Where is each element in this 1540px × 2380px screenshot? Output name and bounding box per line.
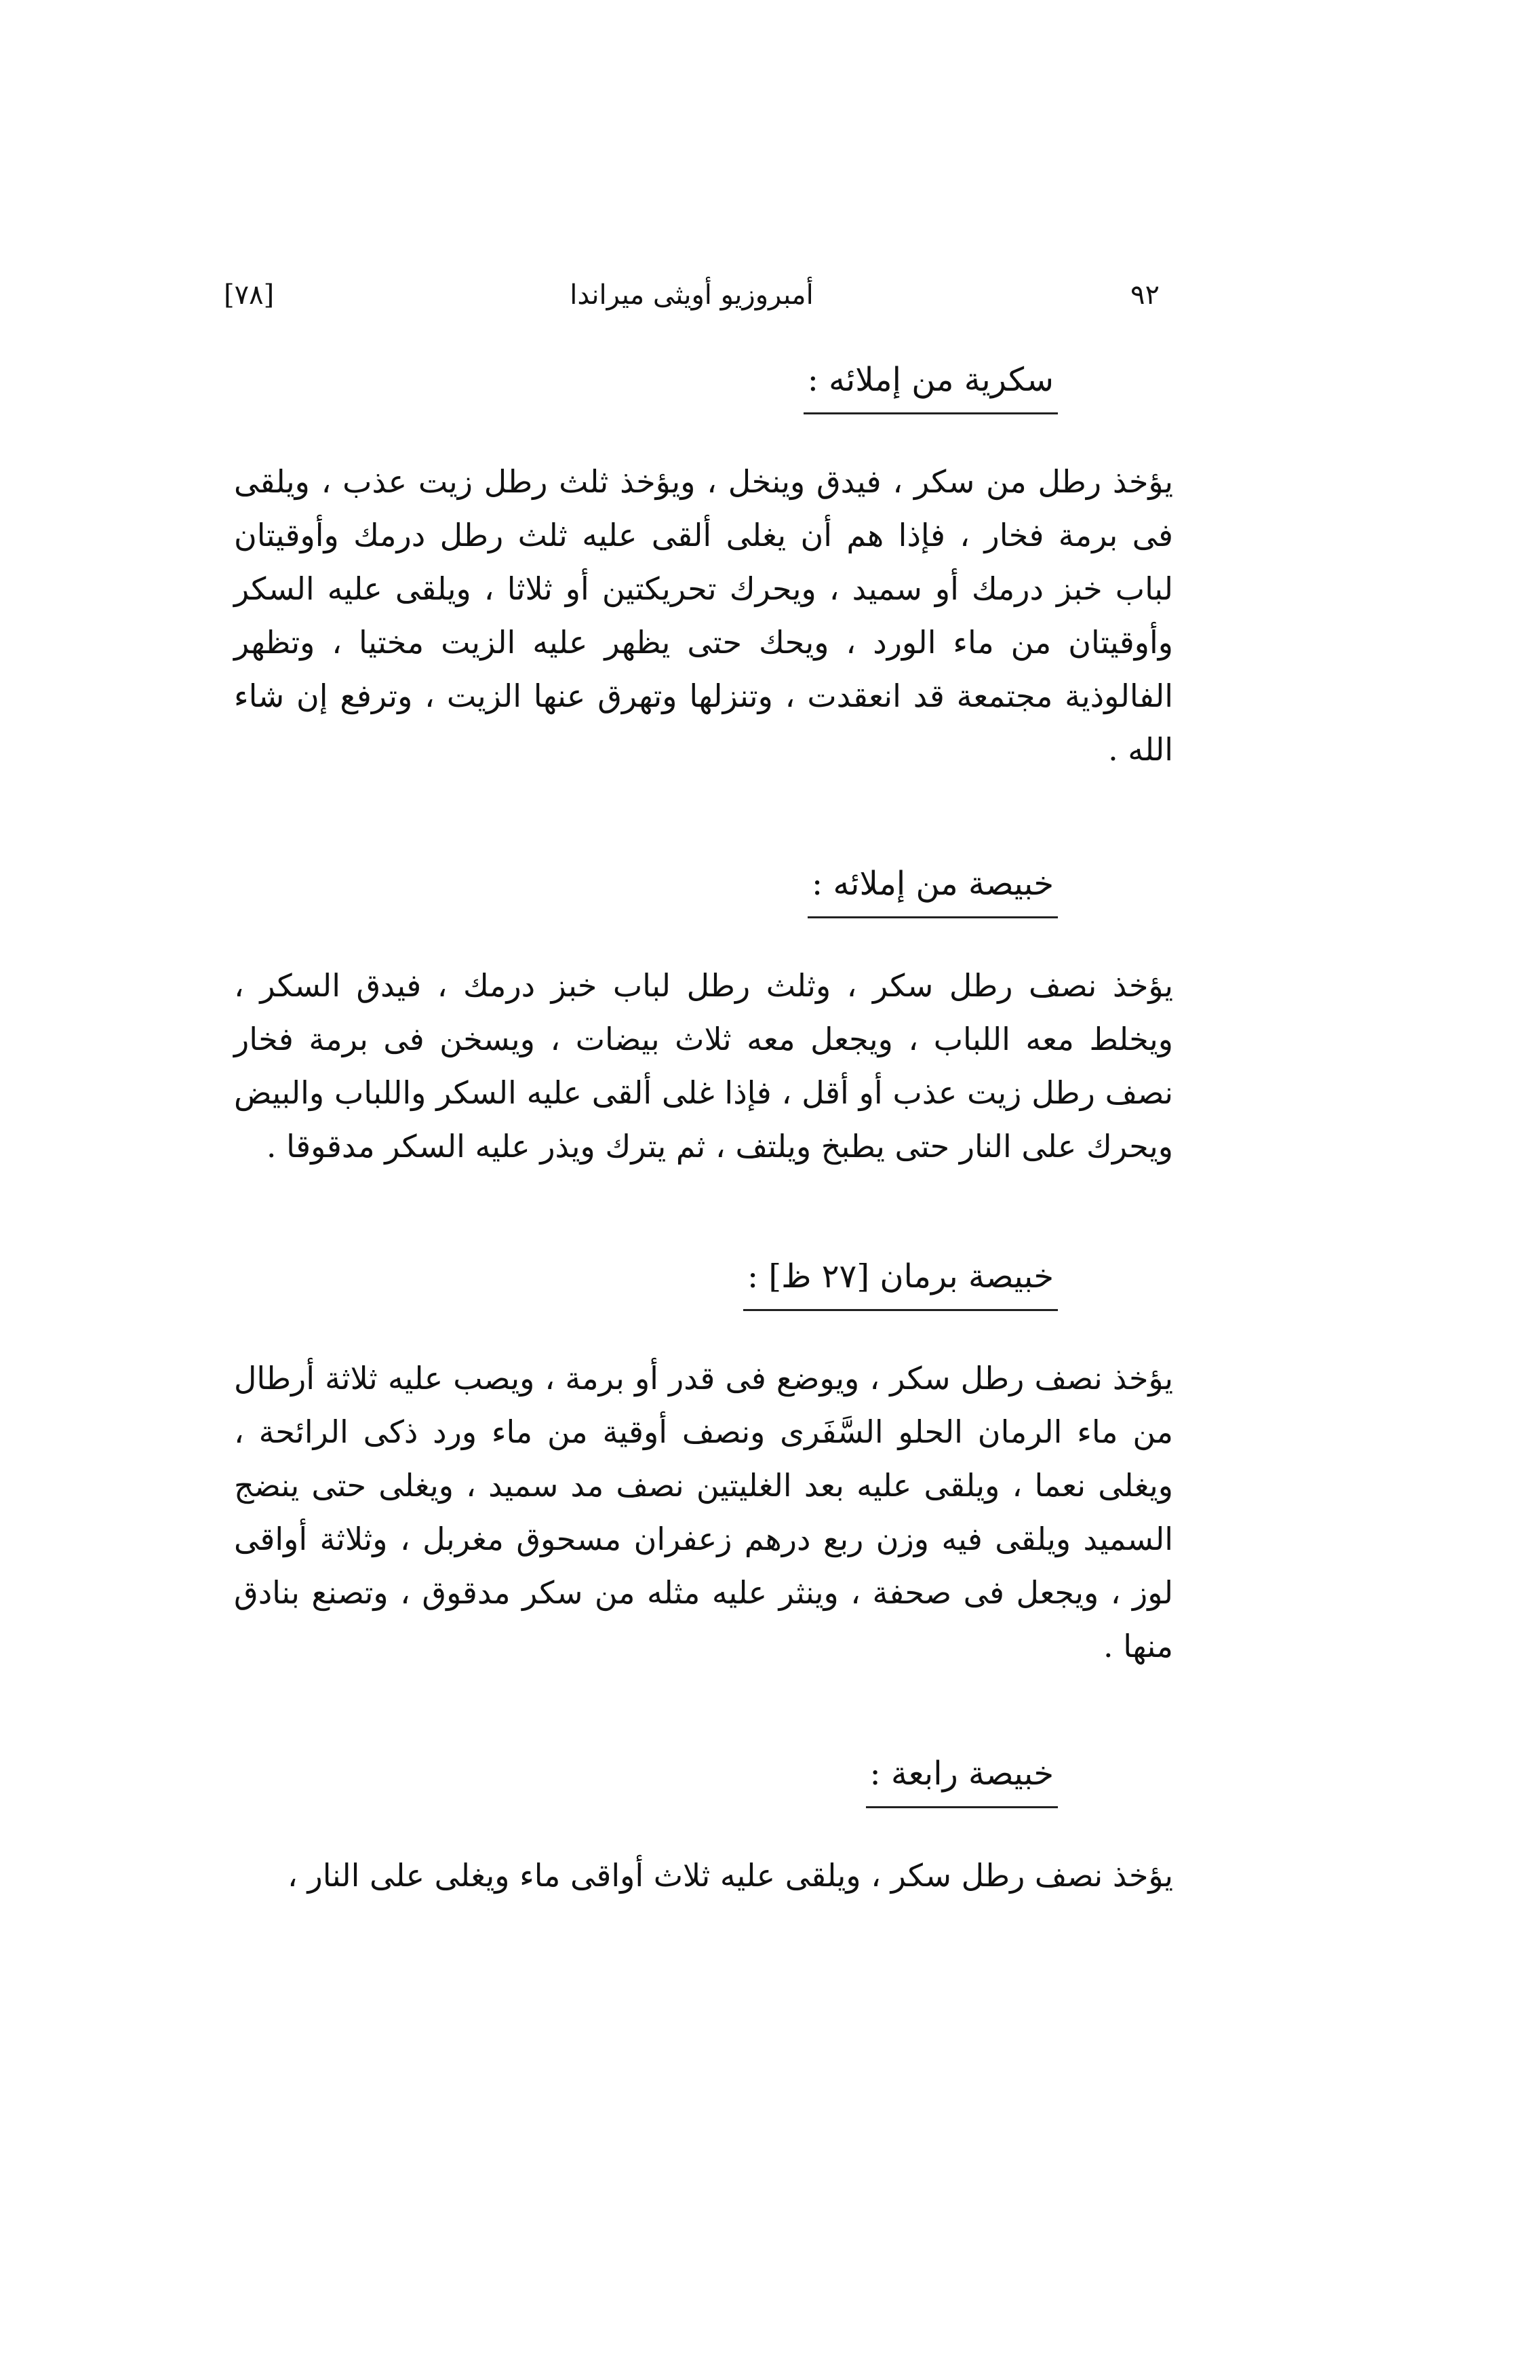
recipe-section	[234, 353, 1173, 777]
recipe-section	[234, 1249, 1173, 1673]
recipe-heading: سكرية من إملائه :	[804, 353, 1058, 414]
recipe-section	[234, 857, 1173, 1173]
recipe-heading: خبيصة برمان [٢٧ ظ] :	[743, 1249, 1058, 1311]
running-title: أمبروزيو أويثى ميراندا	[570, 279, 814, 311]
page-header	[224, 271, 1160, 319]
recipe-paragraph: يؤخذ رطل من سكر ، فيدق وينخل ، ويؤخذ ثلث رطل زيت عذب ، ويلقى فى برمة فخار ، فإذا هم أن يغلى ألقى عليه ثلث رطل درمك وأوقيتان لباب خبز درمك أو سميد ، ويحرك تحريكتين أو ثلاثا ، ويلقى عليه السكر وأوقيتان من ماء الورد ، ويحك حتى يظهر عليه الزيت مختيا ، وتظهر الفالوذية مجتمعة قد انعقدت ، وتنزلها وتهرق عنها الزيت ، وترفع إن شاء الله .	[234, 463, 1173, 768]
page-number: ٩٢	[1130, 279, 1160, 311]
recipe-heading: خبيصة رابعة :	[866, 1747, 1058, 1808]
manuscript-folio-reference: [٧٨]	[224, 279, 275, 311]
recipe-paragraph: يؤخذ نصف رطل سكر ، ويوضع فى قدر أو برمة ، ويصب عليه ثلاثة أرطال من ماء الرمان الحلو السَّفَرى ونصف أوقية من ماء ورد ذكى الرائحة ، ويغلى نعما ، ويلقى عليه بعد الغليتين نصف مد سميد ، ويغلى حتى ينضج السميد ويلقى فيه وزن ربع درهم زعفران مسحوق مغربل ، وثلاثة أواقى لوز ، ويجعل فى صحفة ، وينثر عليه مثله من سكر مدقوق ، وتصنع بنادق منها .	[234, 1360, 1173, 1664]
recipe-heading: خبيصة من إملائه :	[808, 857, 1058, 918]
recipe-section	[234, 1747, 1173, 1903]
page-body	[234, 353, 1173, 1903]
recipe-paragraph: يؤخذ نصف رطل سكر ، وثلث رطل لباب خبز درمك ، فيدق السكر ، ويخلط معه اللباب ، ويجعل معه ثلاث بيضات ، ويسخن فى برمة فخار نصف رطل زيت عذب أو أقل ، فإذا غلى ألقى عليه السكر واللباب والبيض ويحرك على النار حتى يطبخ ويلتف ، ثم يترك ويذر عليه السكر مدقوقا .	[234, 967, 1173, 1165]
recipe-paragraph: يؤخذ نصف رطل سكر ، ويلقى عليه ثلاث أواقى ماء ويغلى على النار ،	[288, 1857, 1173, 1894]
